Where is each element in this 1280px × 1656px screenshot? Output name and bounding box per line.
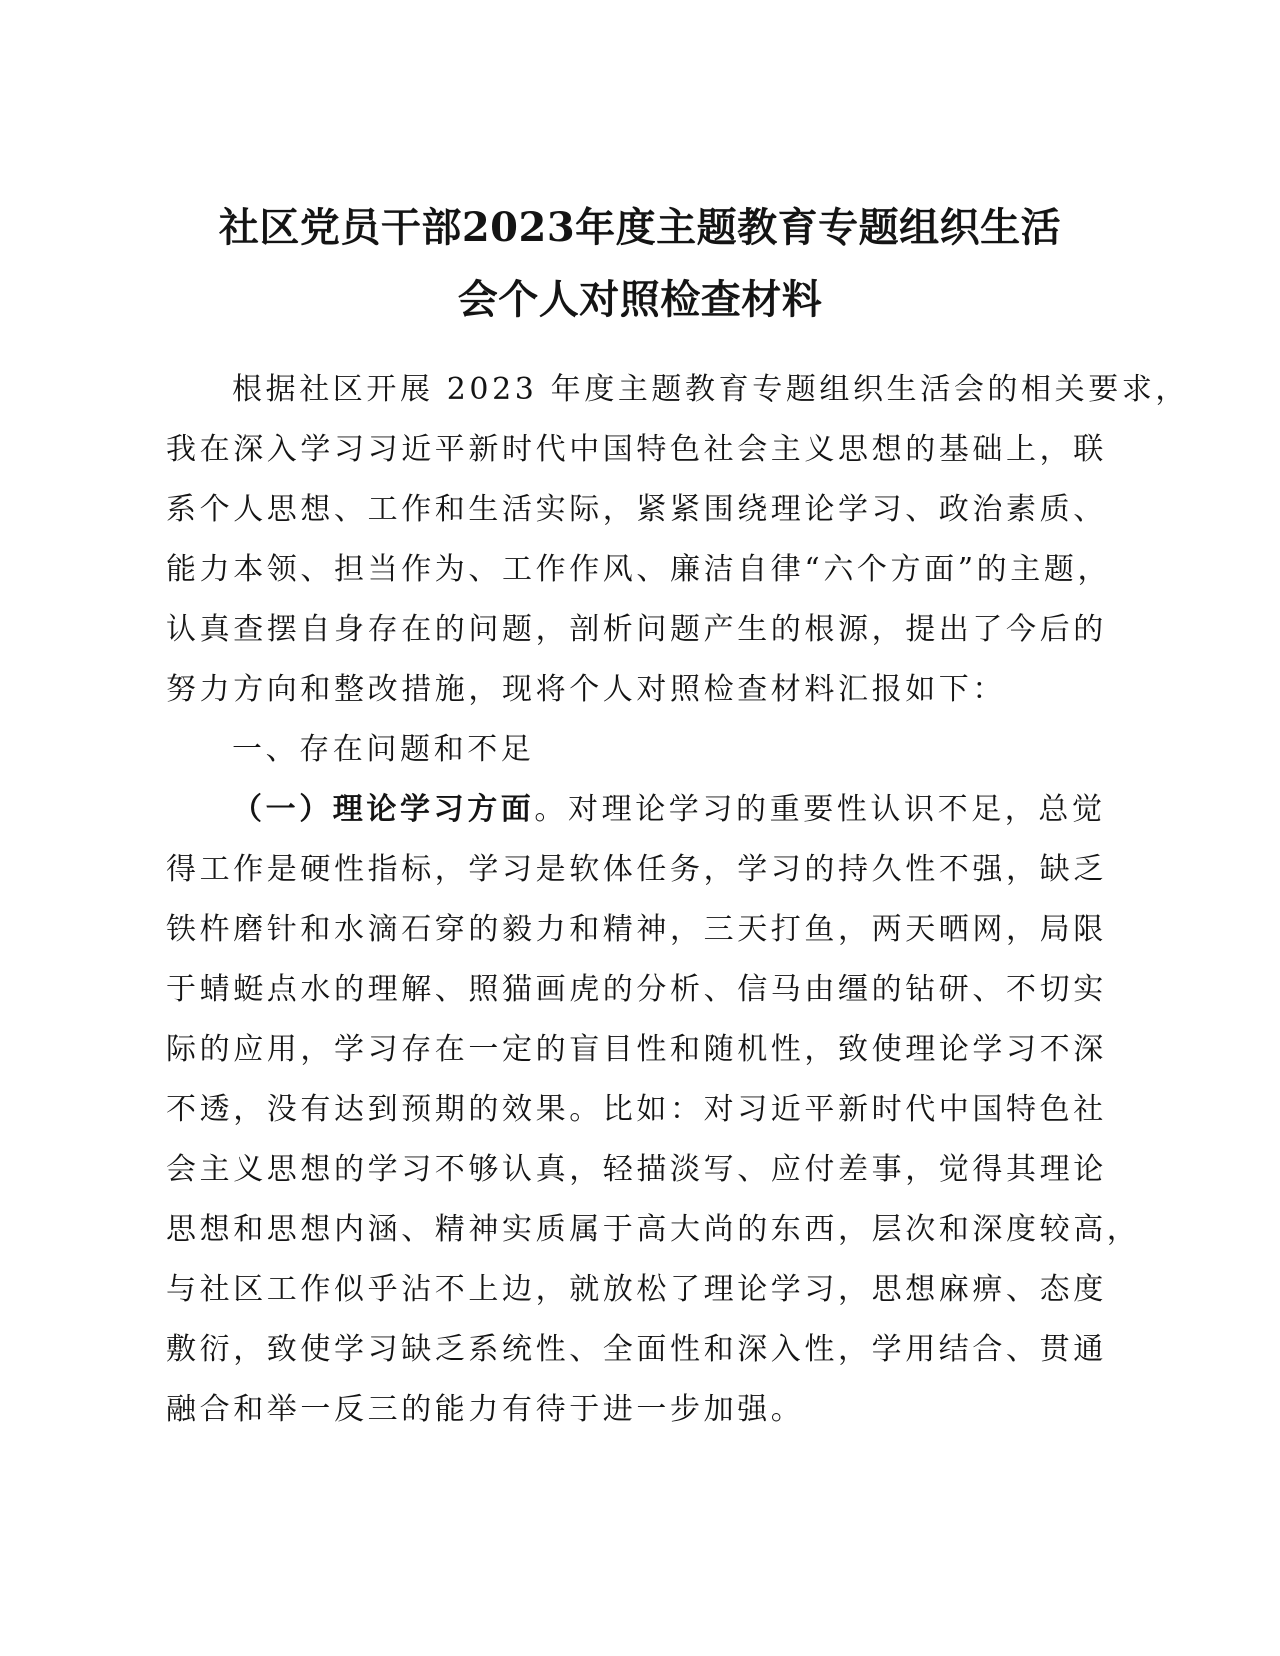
- intro-line: 努力方向和整改措施，现将个人对照检查材料汇报如下：: [166, 672, 1006, 707]
- subsection-line: 敷衍，致使学习缺乏系统性、全面性和深入性，学用结合、贯通: [166, 1332, 1107, 1367]
- subsection-line: 与社区工作似乎沾不上边，就放松了理论学习，思想麻痹、态度: [166, 1272, 1107, 1307]
- subsection-text: 。对理论学习的重要性认识不足，总觉: [534, 792, 1106, 827]
- subsection-label: （一）理论学习方面: [232, 792, 535, 827]
- intro-line: 系个人思想、工作和生活实际，紧紧围绕理论学习、政治素质、: [166, 492, 1107, 527]
- document-title-line-2: 会个人对照检查材料: [457, 276, 823, 323]
- section-heading: 一、存在问题和不足: [232, 732, 535, 767]
- subsection-line: 际的应用，学习存在一定的盲目性和随机性，致使理论学习不深: [166, 1032, 1107, 1067]
- document-title-line-1: 社区党员干部2023年度主题教育专题组织生活: [218, 204, 1062, 251]
- intro-line: 根据社区开展 2023 年度主题教育专题组织生活会的相关要求，: [232, 372, 1190, 407]
- subsection-first-line: [166, 780, 1126, 840]
- subsection-line: 融合和举一反三的能力有待于进一步加强。: [166, 1392, 805, 1427]
- subsection-line: 于蜻蜓点水的理解、照猫画虎的分析、信马由缰的钻研、不切实: [166, 972, 1107, 1007]
- intro-line: 认真查摆自身存在的问题，剖析问题产生的根源，提出了今后的: [166, 612, 1107, 647]
- subsection-line: 会主义思想的学习不够认真，轻描淡写、应付差事，觉得其理论: [166, 1152, 1107, 1187]
- subsection-line: 思想和思想内涵、精神实质属于高大尚的东西，层次和深度较高，: [166, 1212, 1141, 1247]
- subsection-line: 铁杵磨针和水滴石穿的毅力和精神，三天打鱼，两天晒网，局限: [166, 912, 1107, 947]
- document-body: [166, 360, 1190, 1440]
- subsection-line: 得工作是硬性指标，学习是软体任务，学习的持久性不强，缺乏: [166, 852, 1107, 887]
- intro-line: 我在深入学习习近平新时代中国特色社会主义思想的基础上，联: [166, 432, 1107, 467]
- subsection-line: 不透，没有达到预期的效果。比如：对习近平新时代中国特色社: [166, 1092, 1107, 1127]
- intro-line: 能力本领、担当作为、工作作风、廉洁自律“六个方面”的主题，: [166, 552, 1112, 587]
